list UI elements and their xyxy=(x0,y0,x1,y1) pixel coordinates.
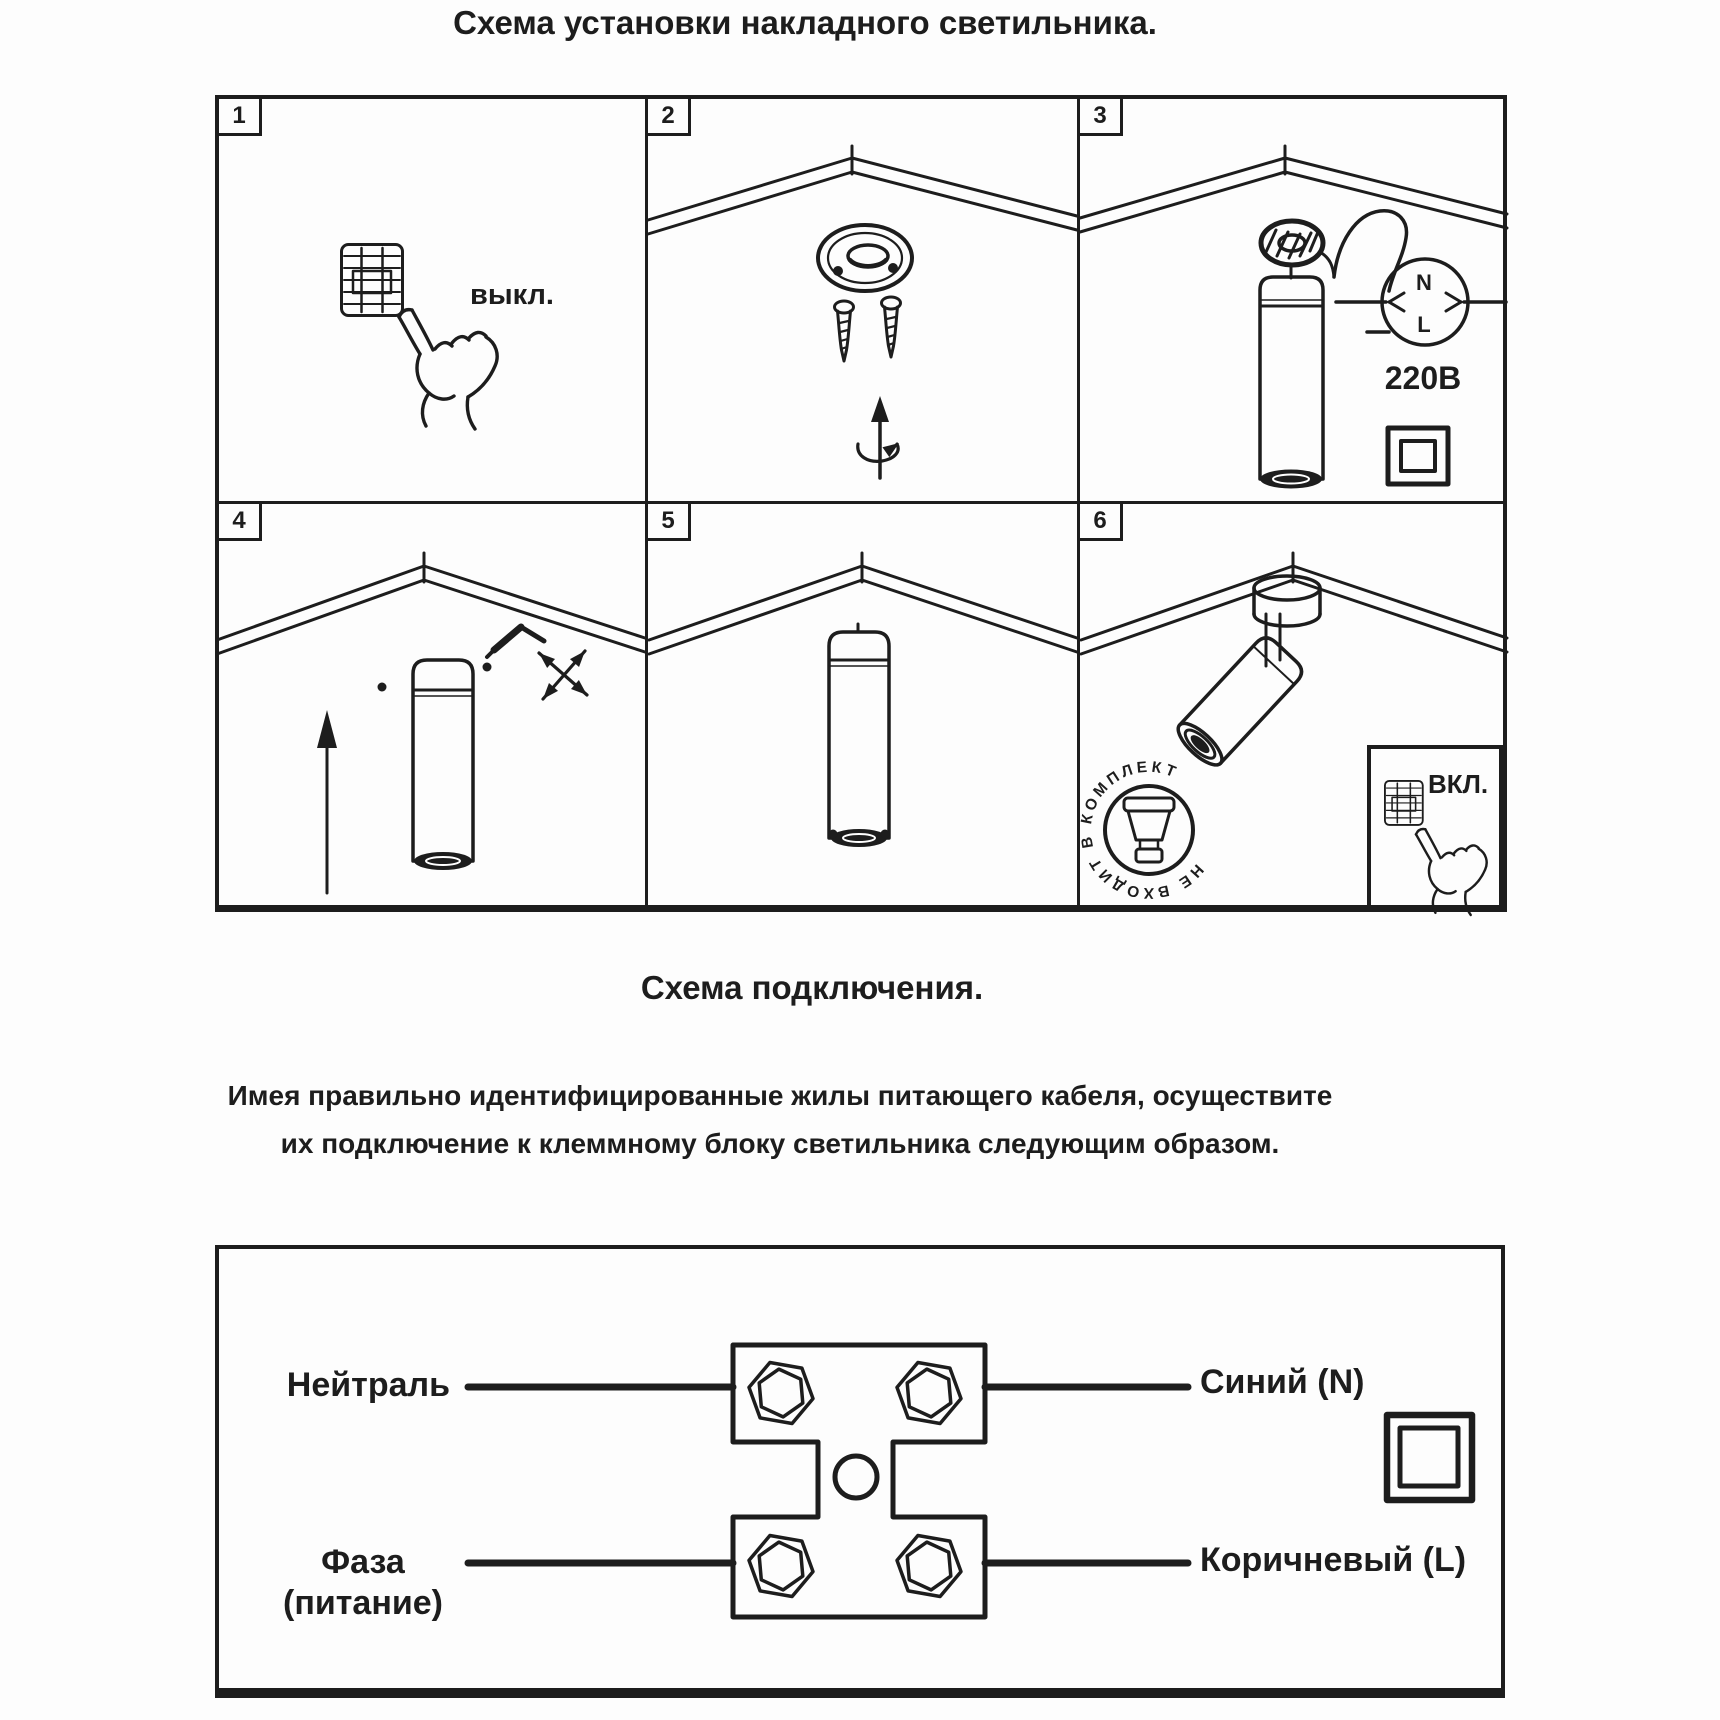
double-square-class2-icon-bottom xyxy=(1387,1415,1472,1500)
step-2-number: 2 xyxy=(648,99,691,136)
blue-wire-label: Синий (N) xyxy=(1200,1363,1365,1401)
step-4-number: 4 xyxy=(219,504,262,541)
tilted-spot-fixture xyxy=(1172,576,1320,771)
mounted-ring-hatched-icon xyxy=(1261,221,1323,278)
intro-line-1: Имея правильно идентифицированные жилы питающего кабеля, осуществите xyxy=(227,1080,1333,1111)
svg-text:НЕ ВХОДИТ В КОМПЛЕКТ xyxy=(1078,759,1207,902)
ceiling-corner-p2 xyxy=(648,146,1077,234)
phase-label-line1: Фаза xyxy=(321,1543,405,1581)
lamp-not-included-stamp xyxy=(1078,759,1207,902)
ceiling-corner-p6 xyxy=(1081,553,1507,654)
ceiling-corner-p4 xyxy=(217,553,645,654)
screw-icon-left xyxy=(835,301,854,361)
wires xyxy=(468,1387,1188,1563)
push-up-arrow xyxy=(317,710,337,893)
cylinder-fixture-p3 xyxy=(1260,277,1323,489)
page-title: Схема установки накладного светильника. xyxy=(453,4,1157,41)
switch-on-label: ВКЛ. xyxy=(1428,769,1489,799)
step-6-number: 6 xyxy=(1080,504,1123,541)
pointing-hand-icon xyxy=(399,310,497,429)
cylinder-fixture-p4 xyxy=(378,660,492,870)
double-square-class2-icon-p3 xyxy=(1388,428,1448,484)
terminal-n-label: N xyxy=(1416,270,1432,295)
screwdriver-icon xyxy=(487,627,591,703)
mounting-ring-icon xyxy=(818,225,912,291)
screwing-direction-arrow xyxy=(858,396,903,478)
supply-cable-cloud xyxy=(1320,211,1406,291)
terminal-l-label: L xyxy=(1417,312,1431,337)
ceiling-corner-p5 xyxy=(649,553,1077,654)
voltage-label: 220В xyxy=(1384,360,1462,396)
wall-switch-icon-small xyxy=(1385,781,1423,825)
connection-heading: Схема подключения. xyxy=(640,969,984,1006)
phase-label-line2: (питание) xyxy=(283,1584,443,1622)
gu10-lamp-icon xyxy=(1124,798,1174,862)
pointing-hand-icon-small xyxy=(1416,829,1487,915)
step-3-number: 3 xyxy=(1080,99,1123,136)
screw-icon-right xyxy=(882,297,901,357)
stamp-arc-text: НЕ ВХОДИТ В КОМПЛЕКТ xyxy=(1077,758,1207,902)
step-1-number: 1 xyxy=(219,99,262,136)
cylinder-fixture-p5 xyxy=(829,624,890,847)
neutral-label: Нейтраль xyxy=(286,1366,450,1404)
terminal-block xyxy=(733,1345,985,1617)
switch-off-label: выкл. xyxy=(470,279,554,311)
step-5-number: 5 xyxy=(648,504,691,541)
brown-wire-label: Коричневый (L) xyxy=(1200,1541,1467,1579)
intro-line-2: их подключение к клеммному блоку светильника следующим образом. xyxy=(280,1128,1280,1159)
wall-switch-icon xyxy=(342,245,403,316)
